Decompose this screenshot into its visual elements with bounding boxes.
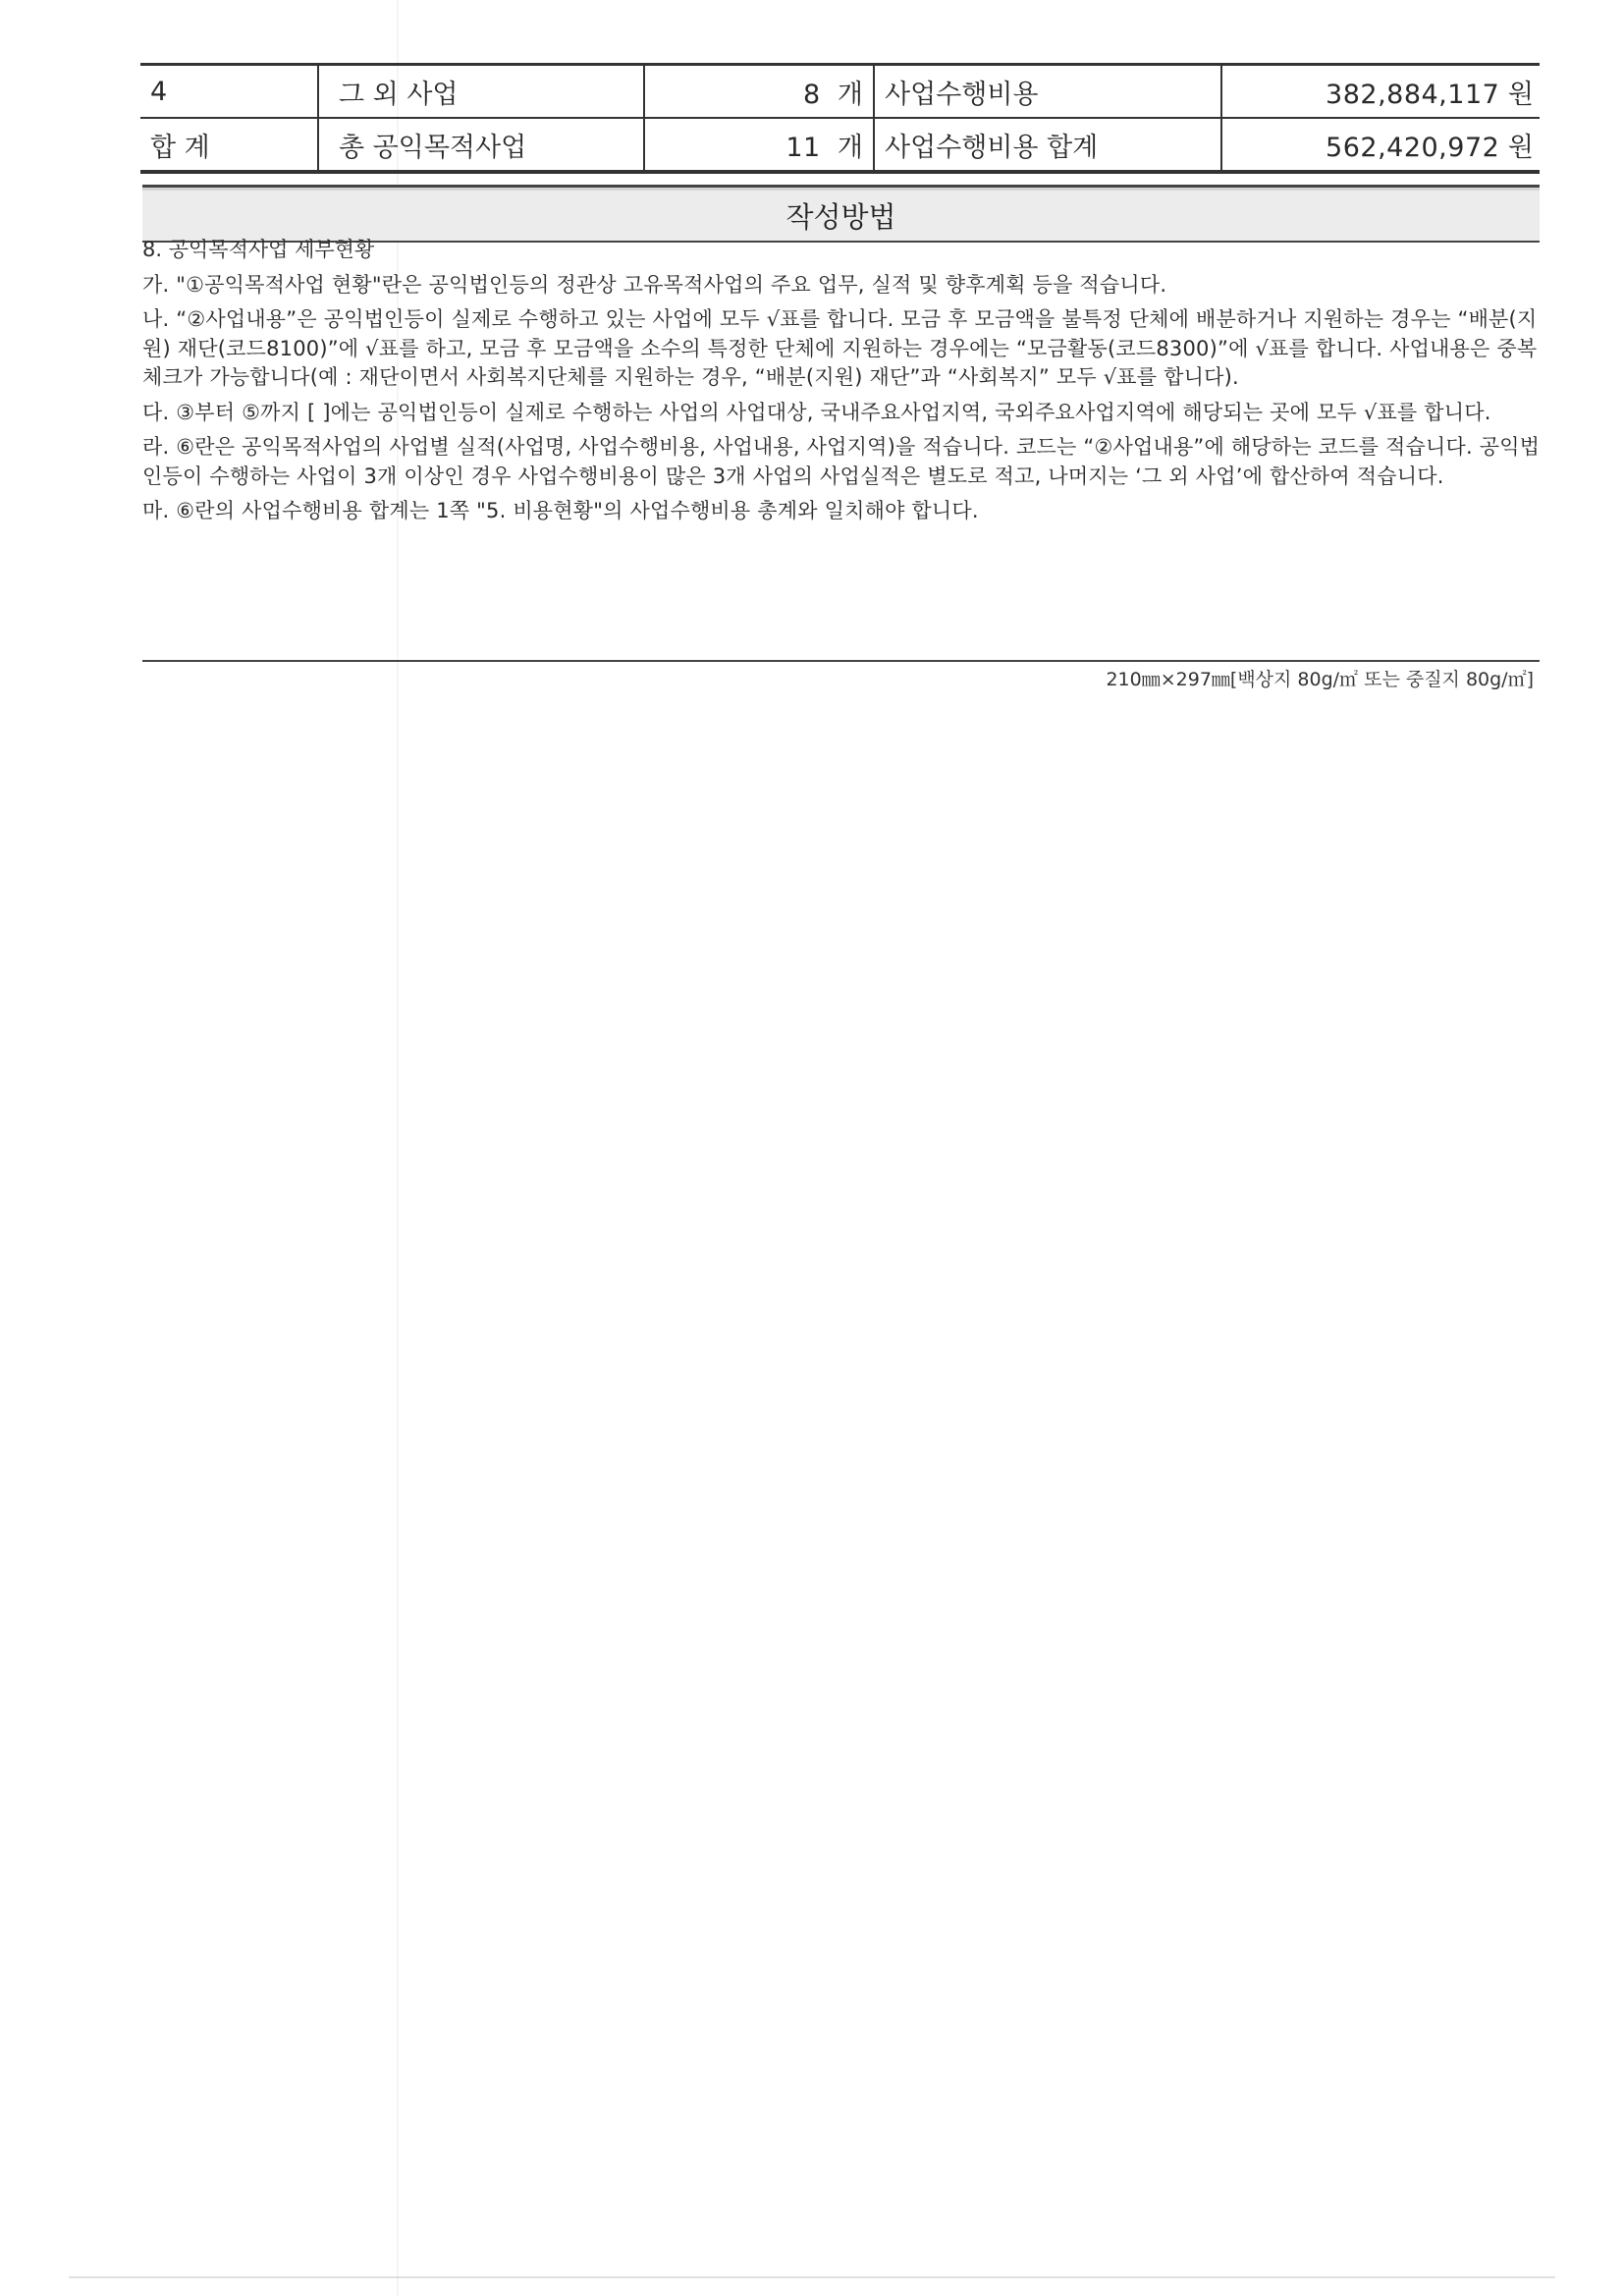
table-row [140, 65, 1540, 119]
cost-amount: 382,884,117 원 [1221, 65, 1540, 119]
table-row [140, 118, 1540, 172]
instruction-item: 나. “②사업내용”은 공익법인등이 실제로 수행하고 있는 사업에 모두 √표를 합니다. 모금 후 모금액을 불특정 단체에 배분하거나 지원하는 경우는 “배분(지원) 재단(코드8100)”에 √표를 하고, 모금 후 모금액을 소수의 특정한 단체에 지원하는 경우에는 “모금활동(코드8300)”에 √표를 합니다. 사업내용은 중복체크가 가능합니다(예 : 재단이면서 사회복지단체를 지원하는 경우, “배분(지원) 재단”과 “사회복지” 모두 √표를 합니다). [142, 307, 1538, 389]
instruction-item: 라. ⑥란은 공익목적사업의 사업별 실적(사업명, 사업수행비용, 사업내용, 사업지역)을 적습니다. 코드는 “②사업내용”에 해당하는 코드를 적습니다. 공익법인등이 수행하는 사업이 3개 이상인 경우 사업수행비용이 많은 3개 사업의 사업실적은 별도로 적고, 나머지는 ‘그 외 사업’에 합산하여 적습니다. [142, 435, 1541, 488]
instruction-item: 다. ③부터 ⑤까지 [ ]에는 공익법인등이 실제로 수행하는 사업의 사업대상, 국내주요사업지역, 국외주요사업지역에 해당되는 곳에 모두 √표를 합니다. [142, 400, 1491, 424]
method-title: 작성방법 [785, 200, 896, 234]
scan-edge [69, 2276, 1555, 2278]
cost-amount: 562,420,972 원 [1221, 118, 1540, 172]
instruction-item: 마. ⑥란의 사업수행비용 합계는 1쪽 "5. 비용현황"의 사업수행비용 총계와 일치해야 합니다. [142, 499, 979, 522]
section-title: 8. 공익목적사업 세부현황 [142, 238, 375, 261]
business-name: 총 공익목적사업 [318, 118, 644, 172]
summary-table [140, 63, 1540, 174]
method-header-bar [142, 185, 1540, 243]
business-count: 11 개 [644, 118, 874, 172]
cost-label: 사업수행비용 [874, 65, 1221, 119]
instruction-item: 가. "①공익목적사업 현황"란은 공익법인등의 정관상 고유목적사업의 주요 업무, 실적 및 향후계획 등을 적습니다. [142, 272, 1167, 297]
row-number: 4 [140, 65, 318, 119]
paper-spec: 210㎜×297㎜[백상지 80g/㎡ 또는 중질지 80g/㎡] [1106, 669, 1534, 690]
footer-divider [142, 660, 1540, 662]
row-number: 합 계 [140, 118, 318, 172]
business-count: 8 개 [644, 65, 874, 119]
cost-label: 사업수행비용 합계 [874, 118, 1221, 172]
instructions-block [142, 236, 1546, 526]
business-name: 그 외 사업 [318, 65, 644, 119]
